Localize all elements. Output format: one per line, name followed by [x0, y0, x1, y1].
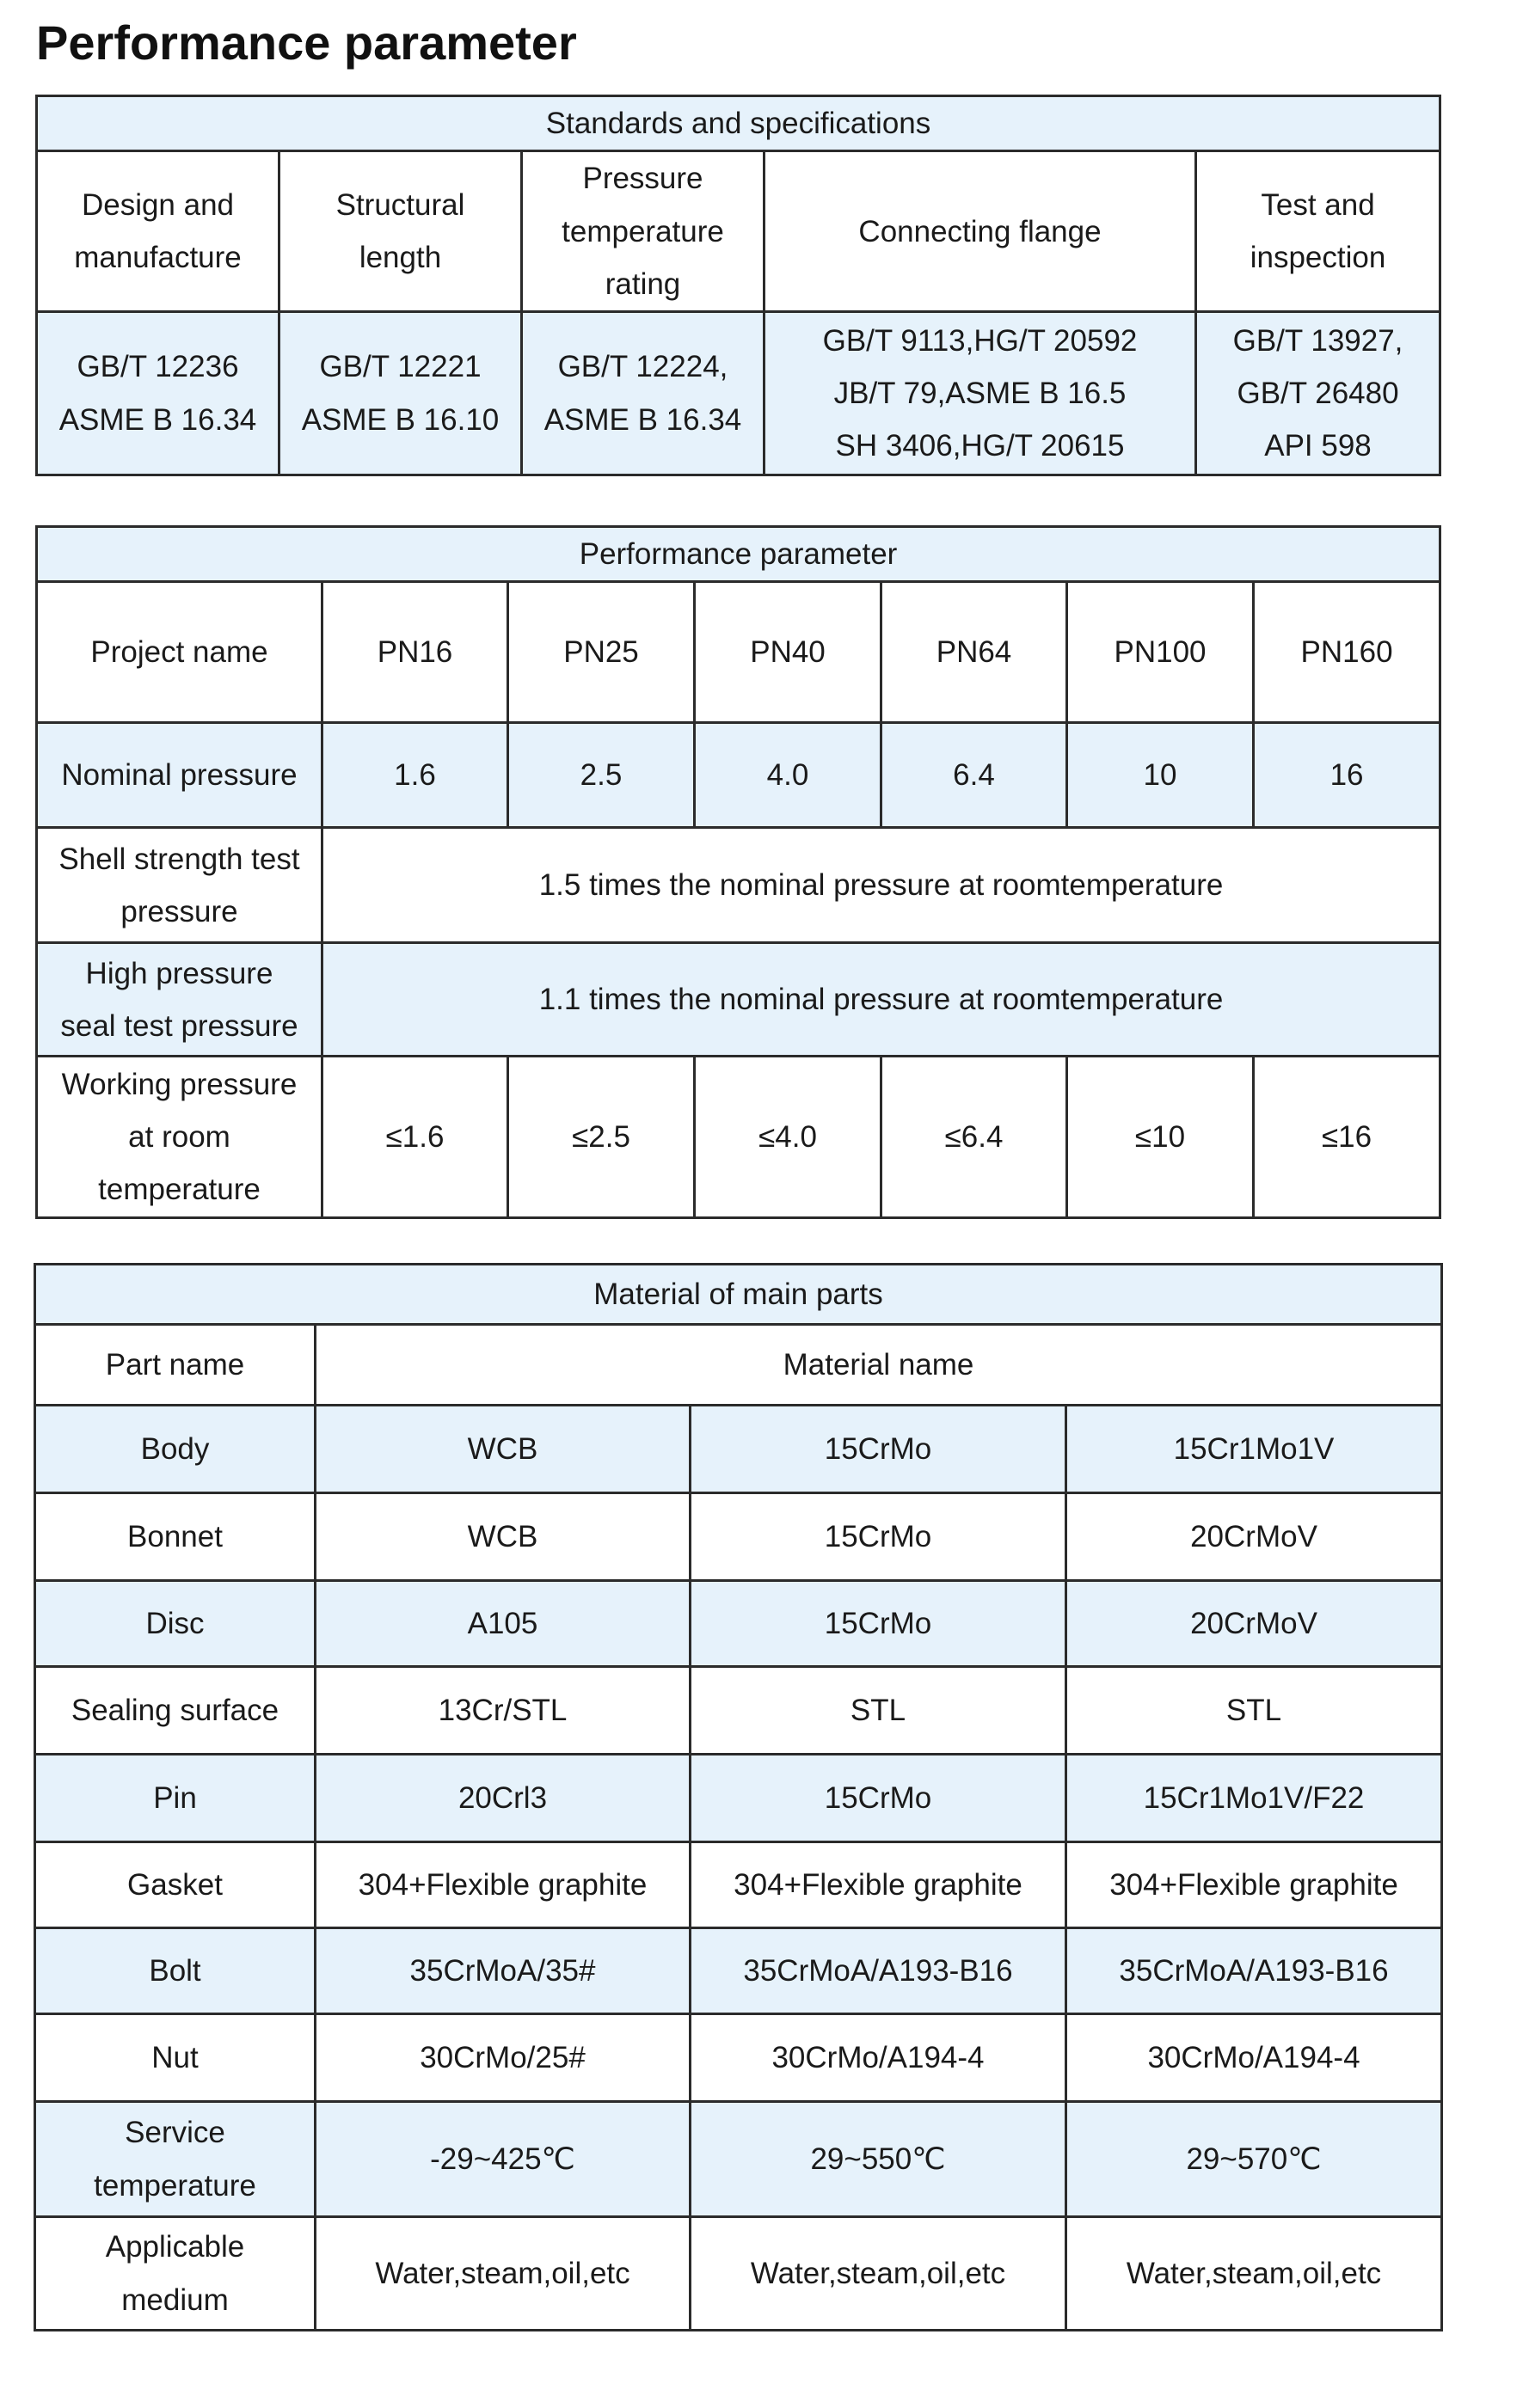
material-cell: 304+Flexible graphite — [691, 1842, 1066, 1928]
part-name-cell: Sealing surface — [35, 1667, 316, 1755]
material-cell: 20Crl3 — [316, 1755, 691, 1842]
material-cell: STL — [691, 1667, 1066, 1755]
nominal-pressure-value: 2.5 — [508, 723, 695, 828]
header-project-name: Project name — [37, 582, 322, 723]
material-cell: 35CrMoA/35# — [316, 1928, 691, 2014]
materials-caption: Material of main parts — [35, 1265, 1442, 1325]
material-cell: 15CrMo — [691, 1581, 1066, 1667]
header-pn16: PN16 — [322, 582, 508, 723]
material-cell: 15CrMo — [691, 1493, 1066, 1581]
nominal-pressure-value: 1.6 — [322, 723, 508, 828]
standards-value-design: GB/T 12236 ASME B 16.34 — [37, 312, 279, 475]
part-name-cell: Disc — [35, 1581, 316, 1667]
part-name-cell: Gasket — [35, 1842, 316, 1928]
nominal-pressure-value: 10 — [1067, 723, 1254, 828]
material-cell: 15CrMo — [691, 1406, 1066, 1493]
material-cell: 15Cr1Mo1V/F22 — [1066, 1755, 1442, 1842]
materials-rows — [35, 1406, 1442, 2331]
material-cell: 304+Flexible graphite — [1066, 1842, 1442, 1928]
material-cell: 20CrMoV — [1066, 1493, 1442, 1581]
material-row — [35, 1755, 1442, 1842]
material-row — [35, 1406, 1442, 1493]
seal-test-label: High pressure seal test pressure — [37, 943, 322, 1057]
standards-caption: Standards and specifications — [37, 96, 1440, 151]
material-name-header: Material name — [316, 1325, 1442, 1406]
performance-caption: Performance parameter — [37, 527, 1440, 582]
working-pressure-value: ≤2.5 — [508, 1057, 695, 1218]
material-row — [35, 2014, 1442, 2102]
material-cell: WCB — [316, 1406, 691, 1493]
material-cell: 35CrMoA/A193-B16 — [1066, 1928, 1442, 2014]
shell-test-label: Shell strength test pressure — [37, 828, 322, 943]
material-cell: 30CrMo/A194-4 — [1066, 2014, 1442, 2102]
material-cell: 15CrMo — [691, 1755, 1066, 1842]
material-cell: 29~550℃ — [691, 2102, 1066, 2217]
standards-header-structural: Structural length — [279, 151, 522, 312]
working-pressure-value: ≤6.4 — [881, 1057, 1067, 1218]
material-row — [35, 1581, 1442, 1667]
material-row — [35, 2217, 1442, 2331]
performance-table — [35, 525, 1441, 1219]
material-row — [35, 1493, 1442, 1581]
material-row — [35, 1842, 1442, 1928]
nominal-pressure-value: 4.0 — [695, 723, 881, 828]
header-pn25: PN25 — [508, 582, 695, 723]
material-cell: 304+Flexible graphite — [316, 1842, 691, 1928]
material-cell: A105 — [316, 1581, 691, 1667]
seal-test-value: 1.1 times the nominal pressure at roomtemperature — [322, 943, 1440, 1057]
material-cell: 20CrMoV — [1066, 1581, 1442, 1667]
standards-value-test: GB/T 13927, GB/T 26480 API 598 — [1196, 312, 1440, 475]
standards-value-flange: GB/T 9113,HG/T 20592 JB/T 79,ASME B 16.5 SH 3406,HG/T 20615 — [764, 312, 1196, 475]
part-name-cell: Body — [35, 1406, 316, 1493]
material-cell: Water,steam,oil,etc — [691, 2217, 1066, 2331]
header-pn100: PN100 — [1067, 582, 1254, 723]
standards-value-pressure-temperature: GB/T 12224, ASME B 16.34 — [522, 312, 764, 475]
material-cell: -29~425℃ — [316, 2102, 691, 2217]
material-cell: 30CrMo/25# — [316, 2014, 691, 2102]
materials-table — [34, 1263, 1443, 2331]
header-pn160: PN160 — [1254, 582, 1440, 723]
page-title: Performance parameter — [36, 15, 577, 70]
nominal-pressure-value: 16 — [1254, 723, 1440, 828]
material-cell: 13Cr/STL — [316, 1667, 691, 1755]
part-name-cell: Bonnet — [35, 1493, 316, 1581]
material-cell: 35CrMoA/A193-B16 — [691, 1928, 1066, 2014]
standards-header-flange: Connecting flange — [764, 151, 1196, 312]
nominal-pressure-label: Nominal pressure — [37, 723, 322, 828]
nominal-pressure-value: 6.4 — [881, 723, 1067, 828]
standards-value-structural: GB/T 12221 ASME B 16.10 — [279, 312, 522, 475]
working-pressure-value: ≤10 — [1067, 1057, 1254, 1218]
working-pressure-label: Working pressure at room temperature — [37, 1057, 322, 1218]
material-cell: 29~570℃ — [1066, 2102, 1442, 2217]
part-name-cell: Bolt — [35, 1928, 316, 2014]
standards-header-design: Design and manufacture — [37, 151, 279, 312]
standards-header-test: Test and inspection — [1196, 151, 1440, 312]
working-pressure-value: ≤16 — [1254, 1057, 1440, 1218]
working-pressure-value: ≤4.0 — [695, 1057, 881, 1218]
part-name-cell: Applicable medium — [35, 2217, 316, 2331]
material-cell: WCB — [316, 1493, 691, 1581]
material-cell: 30CrMo/A194-4 — [691, 2014, 1066, 2102]
standards-header-pressure-temperature: Pressure temperature rating — [522, 151, 764, 312]
part-name-header: Part name — [35, 1325, 316, 1406]
material-cell: STL — [1066, 1667, 1442, 1755]
shell-test-value: 1.5 times the nominal pressure at roomtemperature — [322, 828, 1440, 943]
part-name-cell: Service temperature — [35, 2102, 316, 2217]
part-name-cell: Nut — [35, 2014, 316, 2102]
working-pressure-value: ≤1.6 — [322, 1057, 508, 1218]
material-cell: Water,steam,oil,etc — [316, 2217, 691, 2331]
header-pn40: PN40 — [695, 582, 881, 723]
material-row — [35, 1667, 1442, 1755]
material-cell: 15Cr1Mo1V — [1066, 1406, 1442, 1493]
material-row — [35, 1928, 1442, 2014]
header-pn64: PN64 — [881, 582, 1067, 723]
standards-table — [35, 95, 1441, 476]
material-cell: Water,steam,oil,etc — [1066, 2217, 1442, 2331]
part-name-cell: Pin — [35, 1755, 316, 1842]
material-row — [35, 2102, 1442, 2217]
